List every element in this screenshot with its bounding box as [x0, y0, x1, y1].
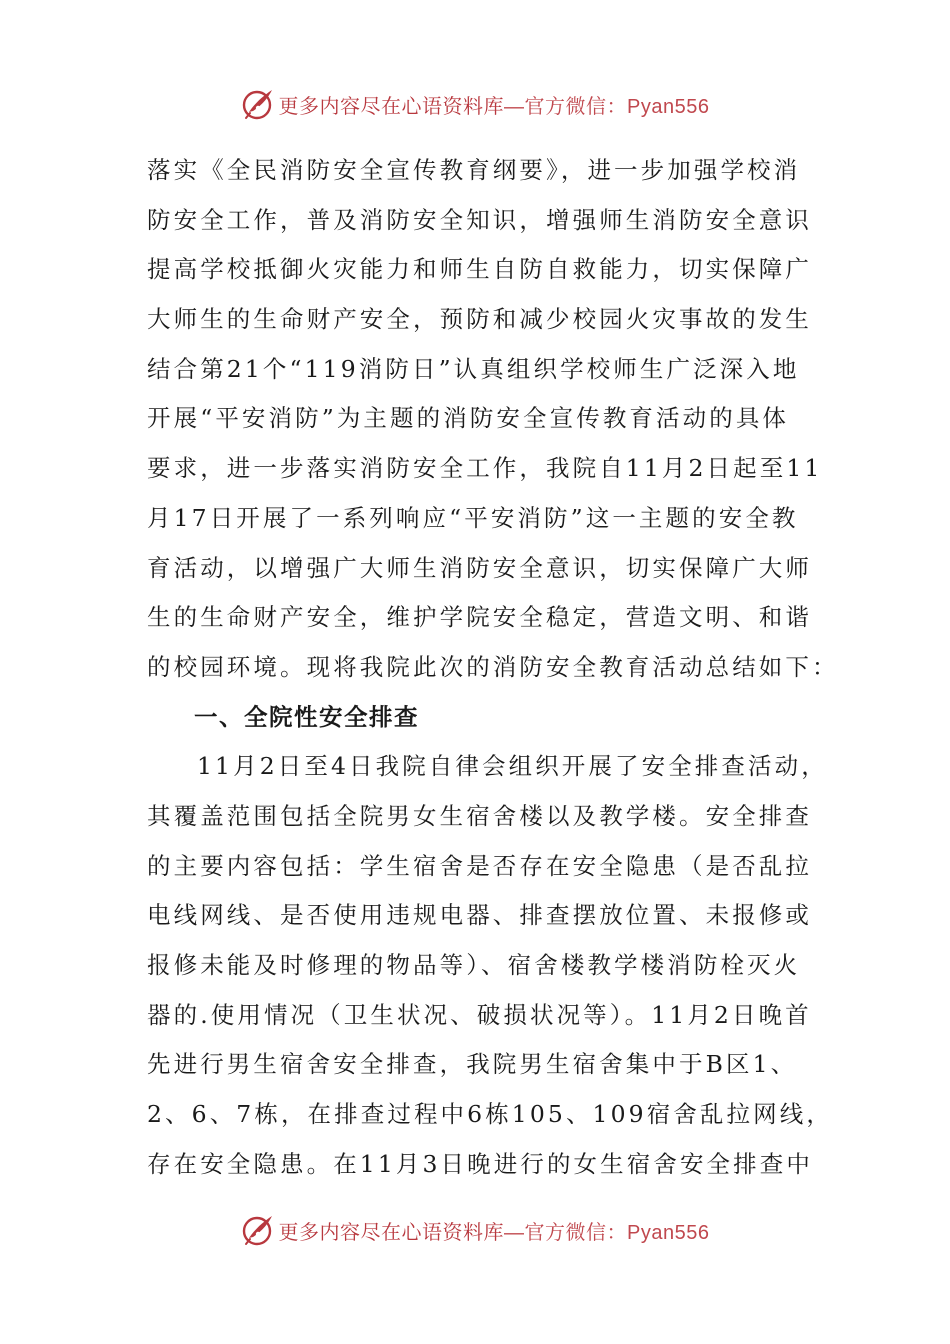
footer-brand-text: 更多内容尽在心语资料库 — [278, 1219, 505, 1244]
body-line: 防安全工作，普及消防安全知识，增强师生消防安全意识 — [147, 205, 812, 234]
body-line: 月17日开展了一系列响应“平安消防”这一主题的安全教 — [147, 503, 799, 532]
quill-seal-icon — [241, 87, 275, 121]
body-line: 提高学校抵御火灾能力和师生自防自救能力，切实保障广 — [147, 255, 812, 284]
footer-wechat-text: —官方微信：Pyan556 — [504, 1221, 710, 1244]
body-line: 大师生的生命财产安全，预防和减少校园火灾事故的发生 — [147, 305, 812, 334]
body-line: 结合第21个“119消防日”认真组织学校师生广泛深入地 — [147, 354, 800, 383]
body-line: 报修未能及时修理的物品等）、宿舍楼教学楼消防栓灭火 — [147, 951, 801, 979]
body-line: 11月2日至4日我院自律会组织开展了安全排查活动， — [197, 752, 828, 781]
body-line: 存在安全隐患。在11月3日晚进行的女生宿舍安全排查中 — [147, 1149, 813, 1178]
body-line: 落实《全民消防安全宣传教育纲要》，进一步加强学校消 — [147, 156, 801, 184]
body-line: 开展“平安消防”为主题的消防安全宣传教育活动的具体 — [147, 404, 790, 433]
body-line: 电线网线、是否使用违规电器、排查摆放位置、未报修或 — [147, 901, 812, 930]
body-line: 的校园环境。现将我院此次的消防安全教育活动总结如下： — [147, 652, 839, 681]
footer-banner — [0, 1208, 950, 1252]
section-heading: 一、全院性安全排查 — [194, 702, 419, 731]
body-line: 育活动，以增强广大师生消防安全意识，切实保障广大师 — [147, 553, 812, 582]
body-line: 生的生命财产安全，维护学院安全稳定，营造文明、和谐 — [147, 603, 812, 632]
body-line: 其覆盖范围包括全院男女生宿舍楼以及教学楼。安全排查 — [147, 801, 812, 830]
body-line: 先进行男生宿舍安全排查，我院男生宿舍集中于B区1、 — [147, 1050, 798, 1079]
header-wechat-text: —官方微信：Pyan556 — [504, 95, 710, 118]
header-banner — [0, 82, 950, 126]
document-body — [147, 146, 839, 1189]
body-line: 2、6、7栋，在排查过程中6栋105、109宿舍乱拉网线， — [147, 1100, 833, 1129]
body-line: 器的.使用情况（卫生状况、破损状况等）。11月2日晚首 — [147, 1000, 812, 1029]
quill-seal-icon — [241, 1213, 275, 1247]
body-line: 的主要内容包括：学生宿舍是否存在安全隐患（是否乱拉 — [147, 851, 812, 880]
body-line: 要求，进一步落实消防安全工作，我院自11月2日起至11 — [147, 454, 823, 483]
header-brand-text: 更多内容尽在心语资料库 — [278, 93, 505, 118]
